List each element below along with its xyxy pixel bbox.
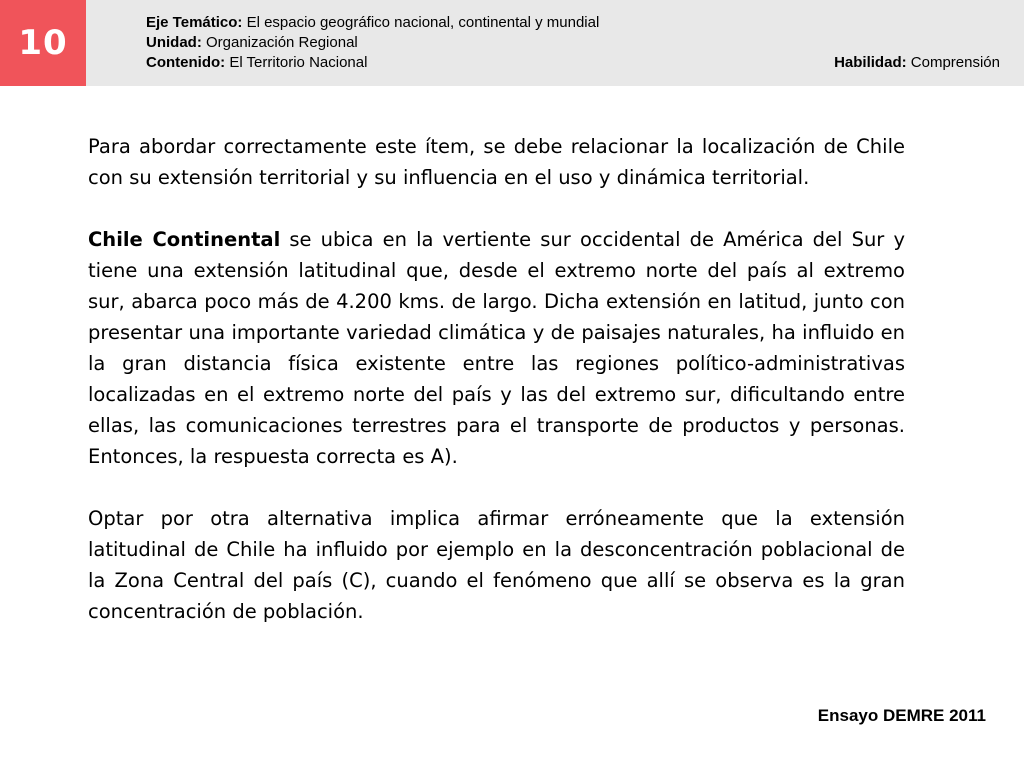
source-label: Ensayo DEMRE 2011 xyxy=(817,706,986,725)
explanation-body xyxy=(88,131,905,658)
habilidad-value: Comprensión xyxy=(906,54,1000,71)
contenido-label: Contenido: xyxy=(146,54,226,71)
paragraph-alternative: Optar por otra alternativa implica afirmar erróneamente que la extensión latitudinal de Chile ha influido por ejemplo en la desconcentración poblacional de la Zona Central del país (C), cuando el fenómeno que allí se observa es la gran concentración de población. xyxy=(88,507,905,623)
unidad-label: Unidad: xyxy=(146,34,202,51)
question-number-badge: 10 xyxy=(0,0,86,86)
header-meta xyxy=(146,13,599,73)
eje-value: El espacio geográfico nacional, continental y mundial xyxy=(242,14,600,31)
paragraph-chile-continental xyxy=(88,224,905,472)
chile-continental-bold: Chile Continental xyxy=(88,228,281,251)
habilidad-label: Habilidad: xyxy=(834,54,907,71)
paragraph-intro: Para abordar correctamente este ítem, se debe relacionar la localización de Chile con su extensión territorial y su influencia en el uso y dinámica territorial. xyxy=(88,135,905,189)
habilidad-line xyxy=(834,53,1000,73)
eje-tematico-line xyxy=(146,13,599,33)
unidad-line xyxy=(146,33,599,53)
eje-label: Eje Temático: xyxy=(146,14,243,31)
unidad-value: Organización Regional xyxy=(201,34,358,51)
contenido-value: El Territorio Nacional xyxy=(225,54,368,71)
contenido-line xyxy=(146,53,599,73)
paragraph-chile-continental-text: se ubica en la vertiente sur occidental de América del Sur y tiene una extensión latitudinal que, desde el extremo norte del país al extremo sur, abarca poco más de 4.200 kms. de largo. Dicha extensión en latitud, junto con presentar una importante variedad climática y de paisajes naturales, ha influido en la gran distancia física existente entre las regiones político-administrativas localizadas en el extremo norte del país y las del extremo sur, dificultando entre ellas, las comunicaciones terrestres para el transporte de productos y personas. Entonces, la respuesta correcta es A). xyxy=(88,228,905,468)
